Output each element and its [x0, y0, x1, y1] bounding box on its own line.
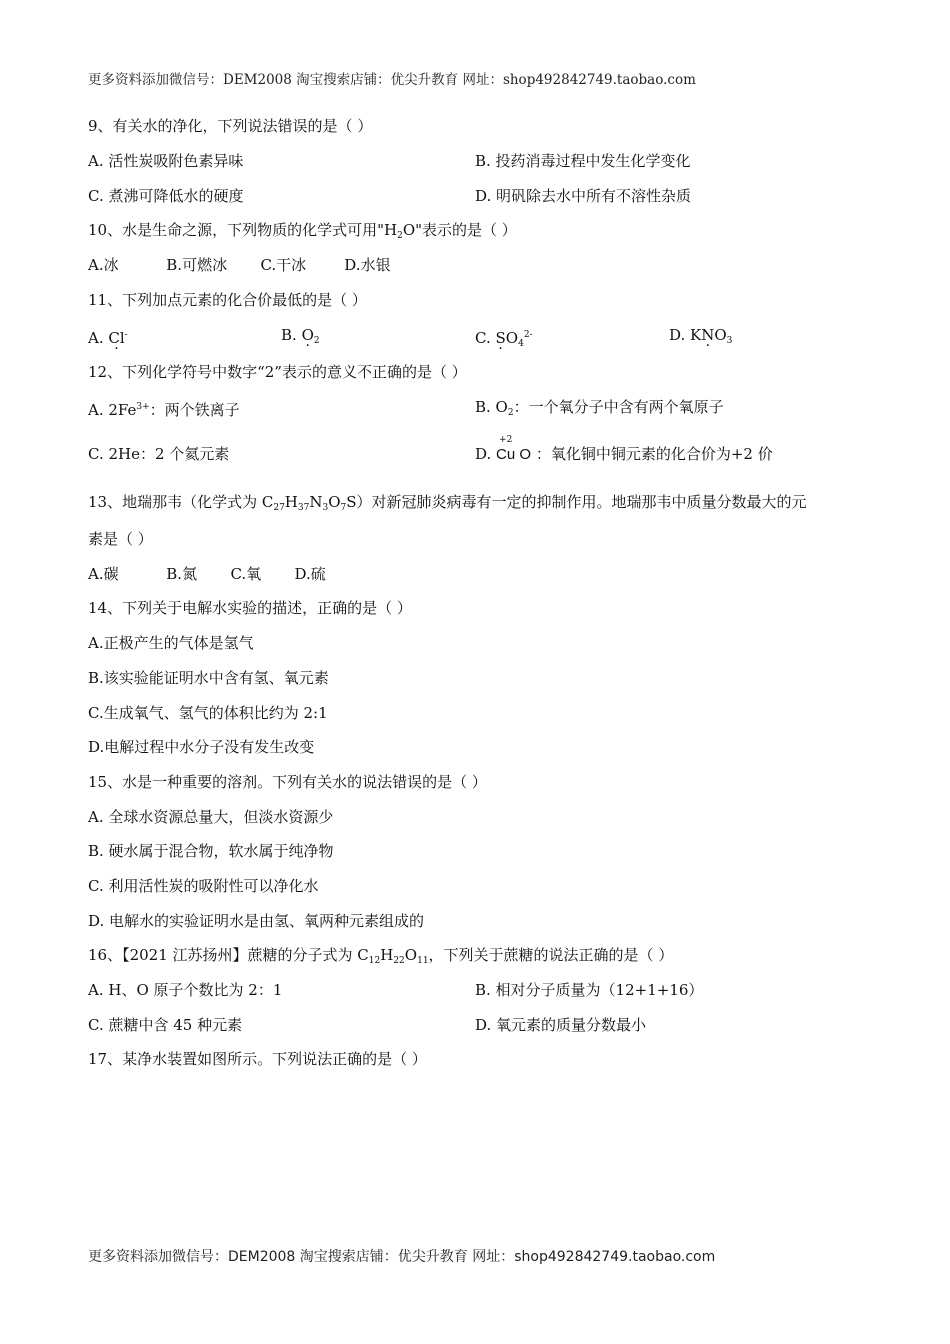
q15-option-a: A. 全球水资源总量大，但淡水资源少 — [88, 808, 334, 826]
q12-option-b: B. $O_2$：一个氧分子中含有两个氧原子 — [475, 398, 724, 418]
q14-option-b: B.该实验能证明水中含有氢、氧元素 — [88, 669, 329, 687]
q12-option-a: A. $2Fe^{3+}$：两个铁离子 — [88, 401, 240, 419]
q11-stem: 11、下列加点元素的化合价最低的是（ ） — [88, 291, 367, 309]
q15-stem: 15、水是一种重要的溶剂。下列有关水的说法错误的是（ ） — [88, 773, 487, 791]
q11-option-d: D. KN $\cdot O_3$ — [669, 325, 732, 351]
q10-stem: 10、水是生命之源，下列物质的化学式可用"$H_2O$"表示的是（ ） — [88, 221, 517, 241]
q10-options: A.冰 B.可燃冰 C.干冰 D.水银 — [88, 256, 391, 274]
q12-option-d: D. +2 Cu O ：氧化铜中铜元素的化合价为+2 价 — [475, 444, 773, 465]
q14-option-d: D.电解过程中水分子没有发生改变 — [88, 738, 315, 756]
q16-option-d: D. 氧元素的质量分数最小 — [475, 1016, 647, 1034]
q15-option-d: D. 电解水的实验证明水是由氢、氧两种元素组成的 — [88, 912, 425, 930]
q9-option-d: D. 明矾除去水中所有不溶性杂质 — [475, 187, 692, 205]
q15-option-c: C. 利用活性炭的吸附性可以净化水 — [88, 877, 319, 895]
q13-stem-line2: 素是（ ） — [88, 530, 153, 548]
q9-option-b: B. 投药消毒过程中发生化学变化 — [475, 152, 691, 170]
q16-stem: 16、【2021 江苏扬州】蔗糖的分子式为 $C_{12}H_{22}O_{11}$，下列关于蔗糖的说法正确的是（ ） — [88, 946, 674, 966]
page-header: 更多资料添加微信号：DEM2008 淘宝搜索店铺：优尖升教育 网址：shop492842749.taobao.com — [88, 72, 696, 88]
q15-option-b: B. 硬水属于混合物，软水属于纯净物 — [88, 842, 334, 860]
q12-option-c: C. 2He：2 个氦元素 — [88, 445, 230, 463]
q16-option-b: B. 相对分子质量为（12+1+16） — [475, 981, 704, 999]
q13-stem: 13、地瑞那韦（化学式为 $C_{27}H_{37}N_3O_7S$）对新冠肺炎病毒有一定的抑制作用。地瑞那韦中质量分数最大的元 — [88, 493, 807, 513]
q16-option-c: C. 蔗糖中含 45 种元素 — [88, 1016, 243, 1034]
q14-option-c: C.生成氧气、氢气的体积比约为 2:1 — [88, 704, 328, 722]
q16-option-a: A. H、O 原子个数比为 2：1 — [88, 981, 283, 999]
q11-option-a: A. Cl ·- — [88, 325, 128, 348]
q9-option-c: C. 煮沸可降低水的硬度 — [88, 187, 244, 205]
valence-mark: +2 — [499, 435, 513, 445]
q13-options: A.碳 B.氮 C.氧 D.硫 — [88, 565, 326, 583]
q11-option-b: B. $O \cdot_2$ — [281, 325, 320, 351]
q14-stem: 14、下列关于电解水实验的描述，正确的是（ ） — [88, 599, 412, 617]
q14-option-a: A.正极产生的气体是氢气 — [88, 634, 254, 652]
q9-option-a: A. 活性炭吸附色素异味 — [88, 152, 244, 170]
q9-stem: 9、有关水的净化，下列说法错误的是（ ） — [88, 117, 373, 135]
q17-stem: 17、某净水装置如图所示。下列说法正确的是（ ） — [88, 1050, 427, 1068]
q12-stem: 12、下列化学符号中数字“2”表示的意义不正确的是（ ） — [88, 363, 467, 381]
page-footer: 更多资料添加微信号：DEM2008 淘宝搜索店铺：优尖升教育 网址：shop492842749.taobao.com — [88, 1249, 716, 1265]
q11-option-c: C. $S \cdot O_4^{2-}$ — [475, 325, 533, 354]
